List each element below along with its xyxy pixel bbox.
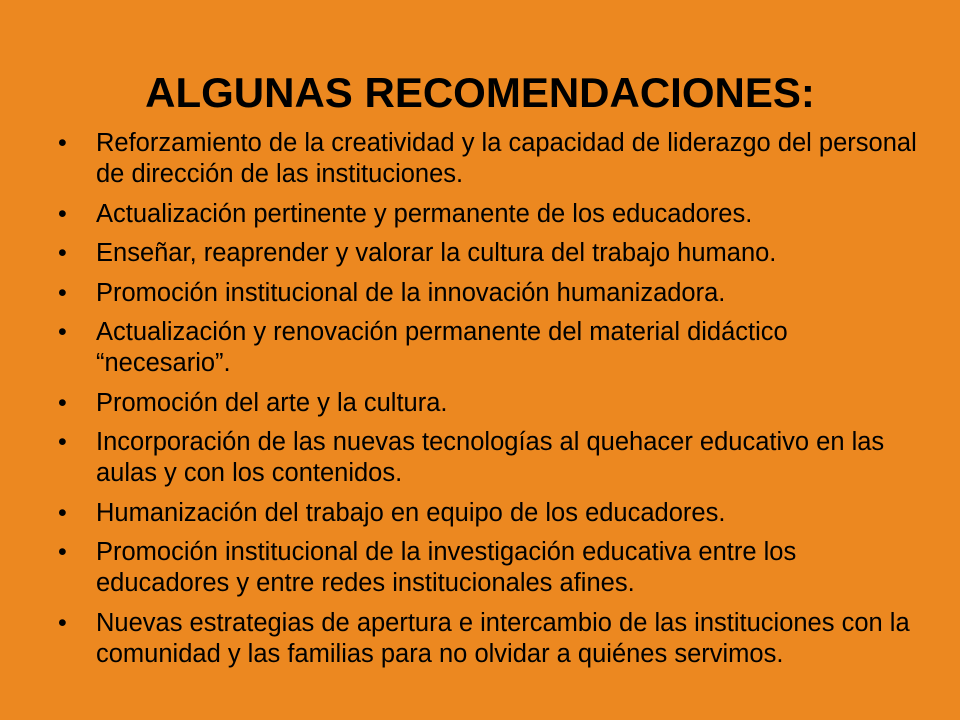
bullet-icon: •	[58, 428, 67, 456]
list-item	[58, 199, 918, 230]
recommendations-list	[58, 128, 918, 678]
bullet-icon: •	[58, 538, 67, 566]
list-item	[58, 238, 918, 269]
list-item-text: Reforzamiento de la creatividad y la capacidad de liderazgo del personal de dirección de las instituciones.	[96, 129, 917, 188]
list-item-text: Promoción institucional de la innovación humanizadora.	[96, 278, 726, 307]
list-item	[58, 608, 918, 670]
list-item-text: Enseñar, reaprender y valorar la cultura del trabajo humano.	[96, 239, 777, 267]
list-item-text: Promoción institucional de la investigación educativa entre los educadores y entre redes institucionales afines.	[96, 538, 797, 597]
list-item	[58, 278, 918, 309]
bullet-icon: •	[58, 498, 67, 527]
bullet-icon: •	[58, 608, 67, 637]
list-item-text: Promoción del arte y la cultura.	[96, 388, 448, 417]
list-item-text: Nuevas estrategias de apertura e intercambio de las instituciones con la comunidad y las familias para no olvidar a quiénes servimos.	[96, 608, 910, 668]
list-item	[58, 498, 918, 529]
list-item-text: Actualización pertinente y permanente de los educadores.	[96, 199, 753, 228]
list-item	[58, 388, 918, 419]
list-item-text: Humanización del trabajo en equipo de los educadores.	[96, 498, 726, 527]
list-item-text: Actualización y renovación permanente del material didáctico “necesario”.	[96, 318, 788, 377]
bullet-icon: •	[58, 278, 67, 307]
bullet-icon: •	[58, 239, 67, 267]
list-item	[58, 317, 918, 379]
list-item	[58, 427, 918, 489]
bullet-icon: •	[58, 129, 67, 157]
bullet-icon: •	[58, 318, 67, 346]
bullet-icon: •	[58, 199, 67, 228]
list-item-text: Incorporación de las nuevas tecnologías al quehacer educativo en las aulas y con los contenidos.	[96, 428, 885, 487]
list-item	[58, 537, 918, 599]
bullet-icon: •	[58, 388, 67, 417]
slide-title: ALGUNAS RECOMENDACIONES:	[145, 69, 815, 116]
list-item	[58, 128, 918, 190]
